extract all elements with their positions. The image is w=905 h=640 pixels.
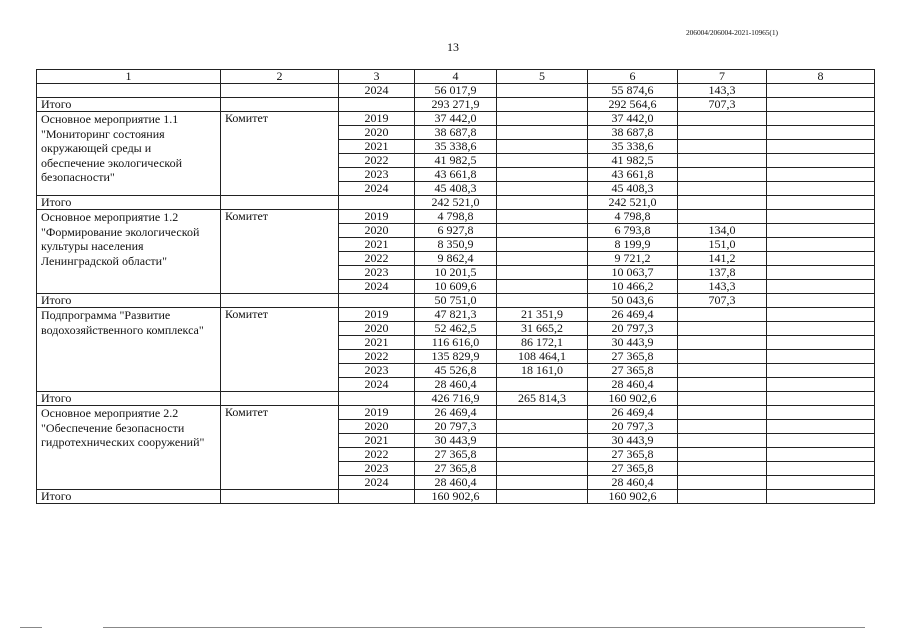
column-header: 6 xyxy=(588,70,678,84)
value-cell: 45 526,8 xyxy=(415,364,497,378)
value-cell xyxy=(767,434,875,448)
total-value xyxy=(497,196,588,210)
value-cell xyxy=(497,448,588,462)
total-value: 242 521,0 xyxy=(588,196,678,210)
value-cell: 43 661,8 xyxy=(415,168,497,182)
year-cell: 2021 xyxy=(339,434,415,448)
value-cell xyxy=(678,168,767,182)
value-cell: 28 460,4 xyxy=(415,378,497,392)
value-cell: 35 338,6 xyxy=(415,140,497,154)
value-cell xyxy=(497,280,588,294)
total-row xyxy=(37,392,875,406)
year-cell: 2020 xyxy=(339,224,415,238)
table-body xyxy=(37,84,875,504)
total-value: 707,3 xyxy=(678,294,767,308)
year-cell: 2022 xyxy=(339,448,415,462)
total-value: 160 902,6 xyxy=(588,392,678,406)
total-value xyxy=(678,490,767,504)
value-cell: 6 793,8 xyxy=(588,224,678,238)
value-cell xyxy=(497,140,588,154)
value-cell xyxy=(678,210,767,224)
value-cell: 45 408,3 xyxy=(588,182,678,196)
empty-cell xyxy=(339,196,415,210)
total-value xyxy=(497,294,588,308)
empty-cell xyxy=(221,490,339,504)
value-cell xyxy=(678,308,767,322)
year-cell: 2019 xyxy=(339,112,415,126)
value-cell xyxy=(497,266,588,280)
value-cell: 27 365,8 xyxy=(415,448,497,462)
year-cell: 2022 xyxy=(339,154,415,168)
total-label: Итого xyxy=(37,392,221,406)
value-cell: 21 351,9 xyxy=(497,308,588,322)
value-cell: 20 797,3 xyxy=(588,420,678,434)
value-cell: 18 161,0 xyxy=(497,364,588,378)
value-cell xyxy=(767,322,875,336)
name-cell xyxy=(37,84,221,98)
value-cell xyxy=(767,126,875,140)
year-cell: 2023 xyxy=(339,462,415,476)
empty-cell xyxy=(221,294,339,308)
value-cell: 28 460,4 xyxy=(588,378,678,392)
table-row xyxy=(37,112,875,126)
empty-cell xyxy=(221,196,339,210)
budget-table xyxy=(36,69,875,504)
value-cell: 141,2 xyxy=(678,252,767,266)
value-cell xyxy=(497,182,588,196)
value-cell: 151,0 xyxy=(678,238,767,252)
value-cell: 8 350,9 xyxy=(415,238,497,252)
total-label: Итого xyxy=(37,196,221,210)
value-cell: 55 874,6 xyxy=(588,84,678,98)
value-cell: 10 063,7 xyxy=(588,266,678,280)
value-cell xyxy=(678,336,767,350)
value-cell xyxy=(767,378,875,392)
value-cell: 137,8 xyxy=(678,266,767,280)
value-cell: 86 172,1 xyxy=(497,336,588,350)
value-cell xyxy=(497,378,588,392)
year-cell: 2023 xyxy=(339,168,415,182)
year-cell: 2024 xyxy=(339,378,415,392)
value-cell xyxy=(497,126,588,140)
value-cell: 45 408,3 xyxy=(415,182,497,196)
value-cell: 27 365,8 xyxy=(588,448,678,462)
value-cell xyxy=(497,84,588,98)
value-cell xyxy=(678,322,767,336)
executor-name: Комитет xyxy=(221,308,339,392)
value-cell xyxy=(767,350,875,364)
value-cell: 9 721,2 xyxy=(588,252,678,266)
value-cell xyxy=(678,182,767,196)
empty-cell xyxy=(767,294,875,308)
total-value xyxy=(497,98,588,112)
total-value: 160 902,6 xyxy=(588,490,678,504)
value-cell: 135 829,9 xyxy=(415,350,497,364)
year-cell: 2021 xyxy=(339,336,415,350)
header-row xyxy=(37,70,875,84)
value-cell: 4 798,8 xyxy=(415,210,497,224)
value-cell: 41 982,5 xyxy=(588,154,678,168)
column-header: 7 xyxy=(678,70,767,84)
value-cell xyxy=(767,224,875,238)
measure-name: Основное мероприятие 2.2 "Обеспечение безопасности гидротехнических сооружений" xyxy=(37,406,221,490)
value-cell: 27 365,8 xyxy=(588,364,678,378)
executor-name: Комитет xyxy=(221,112,339,196)
value-cell xyxy=(767,364,875,378)
value-cell xyxy=(678,448,767,462)
empty-cell xyxy=(767,98,875,112)
column-header: 2 xyxy=(221,70,339,84)
value-cell xyxy=(497,154,588,168)
total-value xyxy=(678,196,767,210)
column-header: 5 xyxy=(497,70,588,84)
value-cell xyxy=(767,168,875,182)
total-value: 426 716,9 xyxy=(415,392,497,406)
column-header: 1 xyxy=(37,70,221,84)
empty-cell xyxy=(339,294,415,308)
year-cell: 2019 xyxy=(339,308,415,322)
value-cell: 10 609,6 xyxy=(415,280,497,294)
total-label: Итого xyxy=(37,294,221,308)
year-cell: 2022 xyxy=(339,350,415,364)
value-cell xyxy=(767,140,875,154)
value-cell xyxy=(767,280,875,294)
value-cell xyxy=(767,266,875,280)
value-cell xyxy=(767,476,875,490)
total-row xyxy=(37,196,875,210)
value-cell: 37 442,0 xyxy=(415,112,497,126)
value-cell xyxy=(767,420,875,434)
total-value: 160 902,6 xyxy=(415,490,497,504)
value-cell: 47 821,3 xyxy=(415,308,497,322)
value-cell: 27 365,8 xyxy=(588,462,678,476)
empty-cell xyxy=(767,392,875,406)
year-cell: 2024 xyxy=(339,280,415,294)
value-cell xyxy=(497,420,588,434)
year-cell: 2020 xyxy=(339,322,415,336)
column-header: 8 xyxy=(767,70,875,84)
value-cell xyxy=(767,210,875,224)
year-cell: 2020 xyxy=(339,126,415,140)
value-cell xyxy=(767,448,875,462)
value-cell: 143,3 xyxy=(678,280,767,294)
footer-rule-right xyxy=(103,627,865,628)
column-header: 3 xyxy=(339,70,415,84)
year-cell: 2021 xyxy=(339,238,415,252)
value-cell xyxy=(767,238,875,252)
total-label: Итого xyxy=(37,98,221,112)
table-row xyxy=(37,210,875,224)
value-cell xyxy=(497,224,588,238)
value-cell: 30 443,9 xyxy=(415,434,497,448)
value-cell: 26 469,4 xyxy=(588,308,678,322)
total-value: 50 751,0 xyxy=(415,294,497,308)
year-cell: 2023 xyxy=(339,266,415,280)
value-cell xyxy=(767,462,875,476)
value-cell: 4 798,8 xyxy=(588,210,678,224)
value-cell: 143,3 xyxy=(678,84,767,98)
value-cell: 27 365,8 xyxy=(415,462,497,476)
total-value: 293 271,9 xyxy=(415,98,497,112)
total-value: 265 814,3 xyxy=(497,392,588,406)
executor-name: Комитет xyxy=(221,406,339,490)
value-cell: 30 443,9 xyxy=(588,434,678,448)
value-cell: 26 469,4 xyxy=(415,406,497,420)
value-cell xyxy=(678,350,767,364)
value-cell xyxy=(767,154,875,168)
value-cell: 8 199,9 xyxy=(588,238,678,252)
value-cell xyxy=(497,434,588,448)
value-cell: 10 201,5 xyxy=(415,266,497,280)
value-cell: 31 665,2 xyxy=(497,322,588,336)
year-cell: 2022 xyxy=(339,252,415,266)
value-cell: 28 460,4 xyxy=(415,476,497,490)
value-cell: 20 797,3 xyxy=(415,420,497,434)
value-cell: 10 466,2 xyxy=(588,280,678,294)
year-cell: 2024 xyxy=(339,476,415,490)
empty-cell xyxy=(339,98,415,112)
executor-cell xyxy=(221,84,339,98)
value-cell: 9 862,4 xyxy=(415,252,497,266)
value-cell xyxy=(497,252,588,266)
value-cell: 108 464,1 xyxy=(497,350,588,364)
value-cell: 28 460,4 xyxy=(588,476,678,490)
value-cell xyxy=(767,252,875,266)
value-cell: 134,0 xyxy=(678,224,767,238)
total-value xyxy=(497,490,588,504)
table-row xyxy=(37,84,875,98)
value-cell xyxy=(497,168,588,182)
value-cell xyxy=(497,406,588,420)
year-cell: 2021 xyxy=(339,140,415,154)
value-cell xyxy=(767,308,875,322)
value-cell xyxy=(767,336,875,350)
value-cell xyxy=(678,364,767,378)
value-cell xyxy=(678,434,767,448)
value-cell: 26 469,4 xyxy=(588,406,678,420)
empty-cell xyxy=(221,98,339,112)
year-cell: 2020 xyxy=(339,420,415,434)
empty-cell xyxy=(339,392,415,406)
year-cell: 2023 xyxy=(339,364,415,378)
value-cell: 38 687,8 xyxy=(415,126,497,140)
value-cell: 30 443,9 xyxy=(588,336,678,350)
value-cell xyxy=(767,182,875,196)
value-cell xyxy=(497,112,588,126)
value-cell xyxy=(767,406,875,420)
value-cell xyxy=(497,210,588,224)
year-cell: 2019 xyxy=(339,406,415,420)
value-cell: 38 687,8 xyxy=(588,126,678,140)
footer-rule-left xyxy=(20,627,42,628)
measure-name: Основное мероприятие 1.2 "Формирование экологической культуры населения Ленинградской области" xyxy=(37,210,221,294)
value-cell: 37 442,0 xyxy=(588,112,678,126)
year-cell: 2019 xyxy=(339,210,415,224)
total-row xyxy=(37,98,875,112)
total-row xyxy=(37,294,875,308)
column-header: 4 xyxy=(415,70,497,84)
empty-cell xyxy=(767,196,875,210)
value-cell xyxy=(767,112,875,126)
total-value: 242 521,0 xyxy=(415,196,497,210)
value-cell xyxy=(678,462,767,476)
value-cell xyxy=(678,476,767,490)
value-cell xyxy=(497,462,588,476)
total-value: 292 564,6 xyxy=(588,98,678,112)
empty-cell xyxy=(767,490,875,504)
value-cell xyxy=(767,84,875,98)
value-cell: 52 462,5 xyxy=(415,322,497,336)
value-cell: 6 927,8 xyxy=(415,224,497,238)
total-row xyxy=(37,490,875,504)
total-value: 707,3 xyxy=(678,98,767,112)
value-cell: 116 616,0 xyxy=(415,336,497,350)
executor-name: Комитет xyxy=(221,210,339,294)
value-cell xyxy=(678,140,767,154)
value-cell: 20 797,3 xyxy=(588,322,678,336)
year-cell: 2024 xyxy=(339,84,415,98)
total-value: 50 043,6 xyxy=(588,294,678,308)
value-cell: 43 661,8 xyxy=(588,168,678,182)
page-number: 13 xyxy=(447,40,459,54)
value-cell: 41 982,5 xyxy=(415,154,497,168)
year-cell: 2024 xyxy=(339,182,415,196)
total-value xyxy=(678,392,767,406)
table-row xyxy=(37,406,875,420)
value-cell xyxy=(678,126,767,140)
value-cell xyxy=(678,406,767,420)
empty-cell xyxy=(339,490,415,504)
value-cell xyxy=(678,378,767,392)
value-cell: 56 017,9 xyxy=(415,84,497,98)
measure-name: Основное мероприятие 1.1 "Мониторинг состояния окружающей среды и обеспечение экологической безопасности" xyxy=(37,112,221,196)
document-id: 206004/206004-2021-10965(1) xyxy=(686,28,778,37)
value-cell xyxy=(497,476,588,490)
table-row xyxy=(37,308,875,322)
value-cell xyxy=(678,112,767,126)
value-cell xyxy=(678,420,767,434)
value-cell xyxy=(497,238,588,252)
value-cell: 35 338,6 xyxy=(588,140,678,154)
value-cell xyxy=(678,154,767,168)
total-label: Итого xyxy=(37,490,221,504)
empty-cell xyxy=(221,392,339,406)
measure-name: Подпрограмма "Развитие водохозяйственного комплекса" xyxy=(37,308,221,392)
value-cell: 27 365,8 xyxy=(588,350,678,364)
